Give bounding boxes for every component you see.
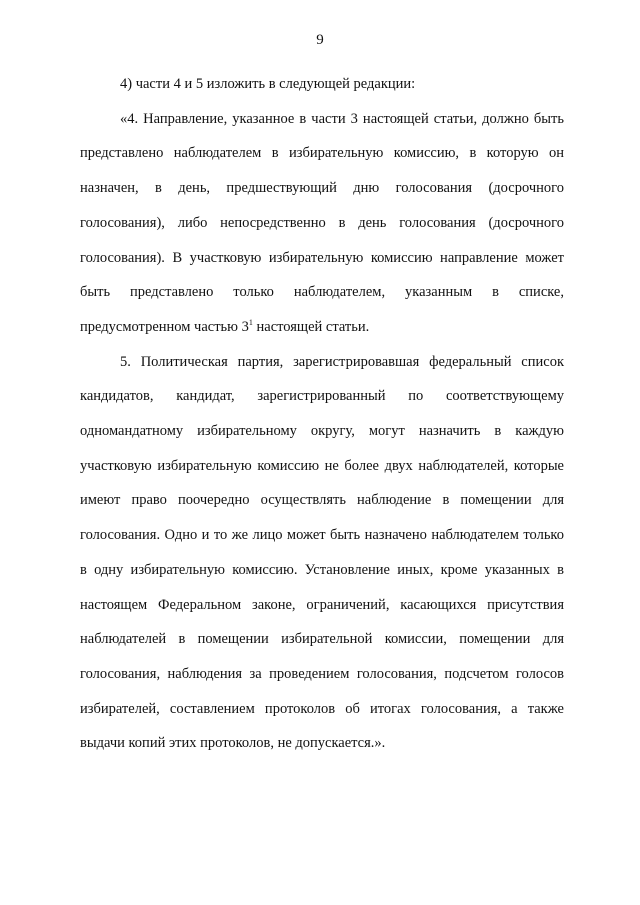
- paragraph-part-5: 5. Политическая партия, зарегистрировавшая федеральный список кандидатов, кандидат, зарегистрированный по соответствующему одномандатному избирательному округу, могут назначить в каждую участковую избирательную комиссию не более двух наблюдателей, которые имеют право поочередно осуществлять наблюдение в помещении для голосования. Одно и то же лицо может быть назначено наблюдателем только в одну избирательную комиссию. Установление иных, кроме указанных в настоящем Федеральном законе, ограничений, касающихся присутствия наблюдателей в помещении избирательной комиссии, помещении для голосования, наблюдения за проведением голосования, подсчетом голосов избирателей, составлением протоколов об итогах голосования, а также выдачи копий этих протоколов, не допускается.».: [80, 353, 564, 752]
- part-reference-superscript: 1: [248, 317, 253, 327]
- part-4-text-end: настоящей статьи.: [252, 318, 370, 335]
- page-number: 9: [316, 32, 324, 48]
- part-4-text: «4. Направление, указанное в части 3 настоящей статьи, должно быть представлено наблюдателем в избирательную комиссию, в которую он назначен, в день, предшествующий дню голосования (досрочного голосования), либо непосредственно в день голосования (досрочного голосования). В участковую избирательную комиссию направление может быть представлено только наблюдателем, указанным в списке, предусмотренном частью 3: [80, 110, 564, 335]
- document-body: [80, 67, 564, 761]
- paragraph-part-4: [80, 102, 564, 345]
- amendment-intro: 4) части 4 и 5 изложить в следующей редакции:: [120, 76, 416, 92]
